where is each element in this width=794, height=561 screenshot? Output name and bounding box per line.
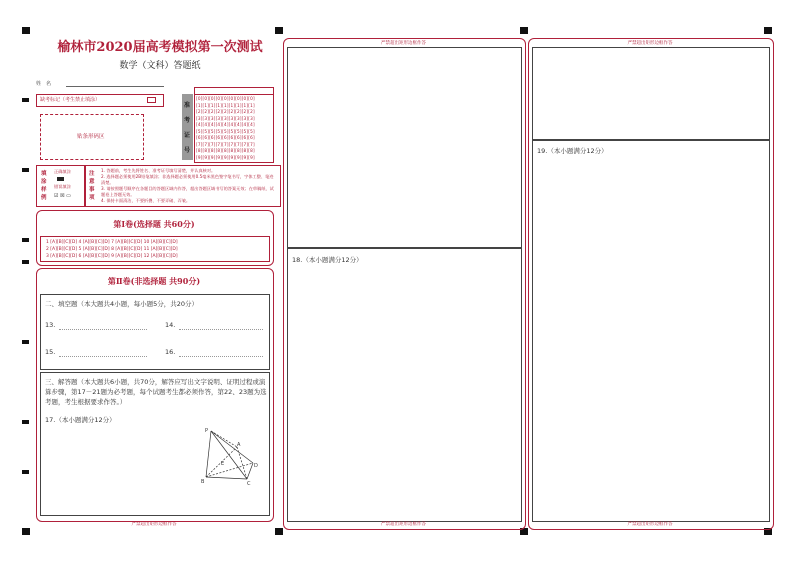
geometry-figure	[201, 425, 261, 487]
solve-section[interactable]	[40, 372, 270, 516]
answer-13-field[interactable]	[59, 329, 147, 330]
absent-bubble[interactable]	[147, 97, 156, 103]
notice-box	[84, 165, 281, 207]
digit-row[interactable]: [2][2][2][2][2][2][2][2][2]	[196, 109, 255, 114]
notice-item: 3. 请按照题号顺序在各题目的答题区域内作答，超出答题区域书写的答案无效；在草稿纸、试题卷上答题无效。	[101, 186, 274, 197]
figure-label: C	[247, 481, 251, 487]
exam-id-label-box	[182, 94, 193, 160]
choice-row[interactable]: 1 [A][B][C][D] 4 [A][B][C][D] 7 [A][B][C][D] 10 [A][B][C][D]	[46, 240, 178, 245]
timing-mark	[22, 340, 29, 344]
timing-mark	[22, 238, 29, 242]
question-15-label: 15.	[45, 348, 56, 356]
page-subtitle: 数学（文科）答题纸	[119, 61, 201, 71]
name-field[interactable]	[66, 86, 164, 87]
registration-mark	[22, 27, 30, 34]
exam-id-char: 准	[184, 102, 191, 109]
exam-id-char: 号	[184, 147, 191, 154]
wrong-fill-samples: ☑ ☒ ▭	[54, 193, 71, 199]
figure-label: B	[201, 479, 205, 485]
timing-mark	[22, 98, 29, 102]
exam-id-grid[interactable]	[194, 87, 274, 163]
answer-16-field[interactable]	[179, 356, 263, 357]
choice-row[interactable]: 2 [A][B][C][D] 5 [A][B][C][D] 8 [A][B][C][D] 11 [A][B][C][D]	[46, 247, 178, 252]
answer-15-field[interactable]	[59, 356, 147, 357]
fill-sample-box	[36, 165, 86, 207]
digit-row[interactable]: [7][7][7][7][7][7][7][7][7]	[196, 141, 255, 147]
digit-row[interactable]: [0][0][0][0][0][0][0][0][0]	[196, 96, 255, 101]
correct-fill-sample	[57, 177, 64, 181]
part1-title: 第Ⅰ卷(选择题 共60分)	[113, 219, 195, 229]
top-warning: 严禁超出矩形边框作答	[627, 41, 673, 46]
fill-section-title: 二、填空题（本大题共4小题，每小题5分，共20分）	[45, 300, 199, 308]
fill-sample-char: 例	[41, 195, 47, 201]
question-17-label: 17.（本小题满分12分）	[45, 416, 116, 424]
solve-section-intro: 三、解答题（本大题共6小题，共70分，解答应写出文字说明、证明过程或演算步骤，第17－21题为必考题，每个试题考生都必须作答，第22、23题为选考题，考生根据要求作答。）	[45, 378, 267, 406]
notice-item: 4. 保持卡面清洁，不要折叠、不要弄破、弄皱。	[101, 198, 191, 203]
question-19-label: 19.（本小题满分12分）	[537, 147, 608, 155]
registration-mark	[764, 27, 772, 34]
choice-row[interactable]: 3 [A][B][C][D] 6 [A][B][C][D] 9 [A][B][C][D] 12 [A][B][C][D]	[46, 254, 178, 259]
notice-char: 项	[89, 195, 95, 201]
correct-fill-label: 正确填涂	[54, 169, 71, 174]
question-16-label: 16.	[165, 348, 176, 356]
registration-mark	[275, 27, 283, 34]
fill-sample-char: 填	[41, 171, 47, 177]
registration-mark	[275, 528, 283, 535]
fill-in-section	[40, 294, 270, 370]
notice-char: 注	[89, 171, 95, 177]
exam-id-char: 证	[184, 132, 191, 139]
digit-row[interactable]: [6][6][6][6][6][6][6][6][6]	[196, 135, 255, 140]
notice-item: 1. 答题前，考生先将姓名、准考证号填写清楚，并认真核对。	[101, 168, 216, 173]
registration-mark	[520, 27, 528, 34]
notice-item: 2. 选择题必须使用2B铅笔填涂；非选择题必须使用0.5毫米黑色签字笔书写，字体工整、笔迹清楚。	[101, 174, 274, 185]
bottom-warning: 严禁超出矩形边框作答	[627, 522, 673, 527]
fill-sample-char: 样	[41, 187, 47, 193]
registration-mark	[22, 528, 30, 535]
digit-row[interactable]: [9][9][9][9][9][9][9][9][9]	[196, 154, 255, 160]
top-warning: 严禁超出矩形边框作答	[381, 41, 426, 46]
wrong-fill-label: 错误填涂	[54, 184, 71, 189]
fill-sample-char: 涂	[41, 179, 47, 185]
barcode-area	[40, 114, 144, 160]
name-label: 姓 名	[36, 81, 52, 87]
digit-row[interactable]: [4][4][4][4][4][4][4][4][4]	[196, 122, 255, 127]
timing-mark	[22, 470, 29, 474]
choice-grid[interactable]	[40, 236, 270, 262]
digit-row[interactable]: [5][5][5][5][5][5][5][5][5]	[196, 128, 255, 134]
q-area-upper-right[interactable]	[532, 47, 770, 141]
q-area-upper-middle[interactable]	[287, 47, 522, 249]
bottom-warning: 严禁超出矩形边框作答	[131, 522, 177, 527]
answer-14-field[interactable]	[179, 329, 263, 330]
part2-title: 第Ⅱ卷(非选择题 共90分)	[107, 276, 201, 286]
notice-char: 意	[89, 179, 95, 185]
digit-row[interactable]: [3][3][3][3][3][3][3][3][3]	[196, 115, 255, 121]
exam-id-char: 考	[184, 117, 191, 124]
timing-mark	[22, 260, 29, 264]
digit-row[interactable]: [8][8][8][8][8][8][8][8][8]	[196, 148, 255, 153]
absent-mark-label: 缺考标记（考生禁止填涂）	[40, 97, 101, 103]
q19-area[interactable]	[532, 139, 770, 522]
figure-label: D	[254, 463, 258, 469]
barcode-label: 贴条形码区	[77, 134, 105, 140]
page-title: 榆林市2020届高考模拟第一次测试	[57, 40, 263, 55]
timing-mark	[22, 420, 29, 424]
notice-char: 事	[89, 187, 95, 193]
absent-mark-box	[36, 94, 164, 107]
figure-label: E	[221, 461, 225, 467]
question-13-label: 13.	[45, 321, 56, 329]
figure-label: A	[237, 442, 241, 448]
question-18-label: 18.（本小题满分12分）	[292, 256, 363, 264]
timing-mark	[22, 168, 29, 172]
figure-label: P	[205, 428, 209, 434]
q18-area[interactable]	[287, 247, 522, 522]
question-14-label: 14.	[165, 321, 176, 329]
digit-row[interactable]: [1][1][1][1][1][1][1][1][1]	[196, 102, 255, 108]
bottom-warning: 严禁超出矩形边框作答	[381, 522, 426, 527]
